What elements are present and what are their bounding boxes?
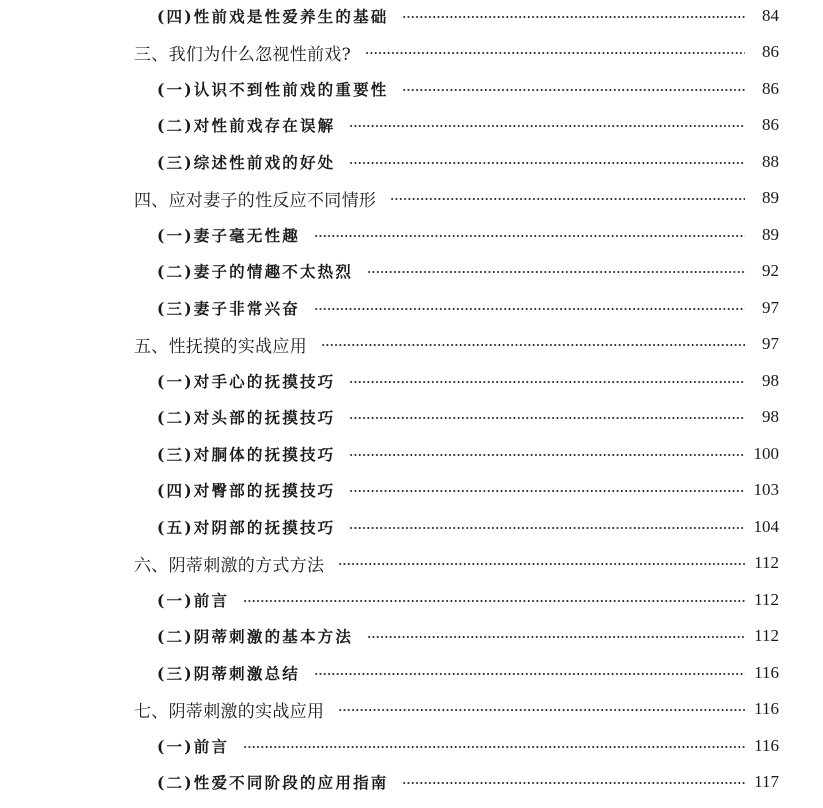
toc-entry[interactable] [157,767,779,797]
toc-entry[interactable] [157,74,779,104]
toc-dot-leader [349,381,745,383]
toc-dot-leader [338,563,745,565]
toc-dot-leader [349,490,745,492]
toc-entry-page: 112 [754,626,779,645]
toc-entry-title: 七、阴蒂刺激的实战应用 [134,701,325,722]
toc-entry-page: 103 [753,480,779,499]
toc-entry-page: 97 [762,334,779,353]
toc-entry-title: (二)阴蒂刺激的基本方法 [157,627,354,646]
toc-entry-page: 89 [762,188,779,207]
toc-entry[interactable] [157,1,779,31]
toc-entry[interactable] [157,475,779,505]
toc-dot-leader [349,417,745,419]
toc-entry-page: 89 [762,225,779,244]
toc-entry-title: (一)对手心的抚摸技巧 [157,372,336,391]
toc-entry-title: (二)性爱不同阶段的应用指南 [157,773,389,792]
toc-entry-title: (三)综述性前戏的好处 [157,153,336,172]
toc-dot-leader [321,344,745,346]
toc-entry-page: 112 [754,590,779,609]
toc-dot-leader [349,162,745,164]
toc-entry[interactable] [157,293,779,323]
toc-entry-page: 88 [762,152,779,171]
toc-entry-page: 116 [754,699,779,718]
toc-entry[interactable] [157,585,779,615]
toc-entry[interactable] [134,183,779,213]
toc-dot-leader [243,600,745,602]
toc-entry-title: (二)对性前戏存在误解 [157,116,336,135]
toc-entry[interactable] [134,548,779,578]
toc-dot-leader [402,16,745,18]
toc-entry-page: 86 [762,115,779,134]
toc-entry-title: 五、性抚摸的实战应用 [134,336,307,357]
toc-entry-title: (五)对阴部的抚摸技巧 [157,518,336,537]
toc-dot-leader [243,746,745,748]
toc-dot-leader [349,454,745,456]
toc-entry[interactable] [157,402,779,432]
toc-dot-leader [314,308,745,310]
toc-entry-title: (四)性前戏是性爱养生的基础 [157,7,389,26]
toc-entry-page: 92 [762,261,779,280]
toc-entry-page: 98 [762,407,779,426]
toc-entry-title: (三)对胴体的抚摸技巧 [157,445,336,464]
toc-dot-leader [390,198,745,200]
toc-entry[interactable] [157,220,779,250]
toc-entry-title: 六、阴蒂刺激的方式方法 [134,555,325,576]
toc-dot-leader [314,235,745,237]
toc-entry-page: 116 [754,736,779,755]
toc-dot-leader [349,125,745,127]
toc-entry[interactable] [157,512,779,542]
toc-entry-title: (二)妻子的情趣不太热烈 [157,262,354,281]
toc-entry-title: (二)对头部的抚摸技巧 [157,408,336,427]
toc-dot-leader [402,782,745,784]
toc-entry-page: 104 [753,517,779,536]
toc-entry-page: 100 [753,444,779,463]
toc-dot-leader [367,636,745,638]
toc-dot-leader [365,52,745,54]
toc-entry-title: (一)前言 [157,591,230,610]
toc-entry-page: 97 [762,298,779,317]
toc-dot-leader [338,709,745,711]
toc-entry-page: 84 [762,6,779,25]
toc-entry[interactable] [157,731,779,761]
toc-entry[interactable] [134,694,779,724]
toc-entry-title: (一)妻子毫无性趣 [157,226,300,245]
toc-entry-page: 116 [754,663,779,682]
toc-entry-title: (三)妻子非常兴奋 [157,299,300,318]
toc-entry-page: 112 [754,553,779,572]
toc-entry-title: (三)阴蒂刺激总结 [157,664,300,683]
toc-entry-title: (一)前言 [157,737,230,756]
toc-dot-leader [402,89,745,91]
toc-entry-title: (四)对臀部的抚摸技巧 [157,481,336,500]
toc-entry[interactable] [157,366,779,396]
toc-dot-leader [349,527,745,529]
toc-entry[interactable] [157,256,779,286]
toc-entry-page: 117 [754,772,779,791]
toc-entry[interactable] [134,329,779,359]
toc-entry[interactable] [157,621,779,651]
toc-entry-title: 四、应对妻子的性反应不同情形 [134,190,377,211]
toc-dot-leader [314,673,745,675]
toc-entry[interactable] [134,37,779,67]
toc-entry-title: (一)认识不到性前戏的重要性 [157,80,389,99]
toc-entry-page: 98 [762,371,779,390]
toc-entry-page: 86 [762,42,779,61]
toc-entry[interactable] [157,110,779,140]
toc-entry[interactable] [157,439,779,469]
toc-entry[interactable] [157,658,779,688]
toc-dot-leader [367,271,745,273]
toc-entry-title: 三、我们为什么忽视性前戏? [134,44,352,65]
toc-entry-page: 86 [762,79,779,98]
toc-entry[interactable] [157,147,779,177]
